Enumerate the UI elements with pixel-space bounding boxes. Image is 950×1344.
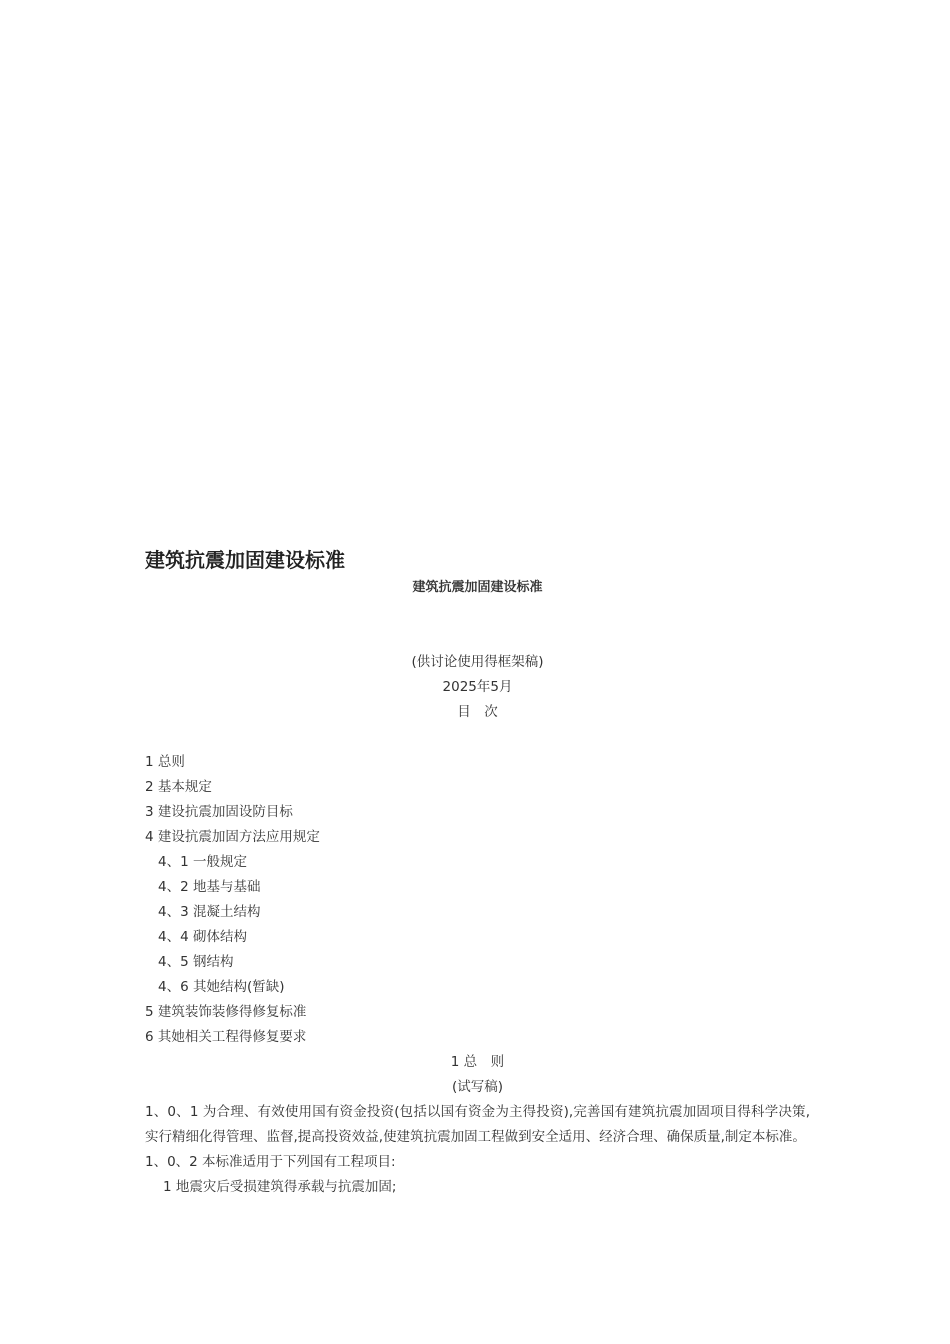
chapter-note: (试写稿) xyxy=(451,1079,504,1095)
toc-subitem[interactable]: 4、6 其她结构(暂缺) xyxy=(158,979,285,995)
toc-item[interactable]: 6 其她相关工程得修复要求 xyxy=(145,1029,307,1045)
toc-item[interactable]: 2 基本规定 xyxy=(145,779,212,795)
document-date: 2025年5月 xyxy=(442,679,513,695)
clause-1-0-2: 1、0、2 本标准适用于下列国有工程项目: xyxy=(145,1154,396,1170)
toc-item[interactable]: 1 总则 xyxy=(145,754,185,770)
document-title: 建筑抗震加固建设标准 xyxy=(145,548,345,572)
toc-item[interactable]: 3 建设抗震加固设防目标 xyxy=(145,804,293,820)
toc-subitem[interactable]: 4、5 钢结构 xyxy=(158,954,234,970)
document-body xyxy=(145,540,810,1200)
toc-item[interactable]: 5 建筑装饰装修得修复标准 xyxy=(145,1004,307,1020)
draft-note: (供讨论使用得框架稿) xyxy=(411,654,544,670)
clause-list-item: 1 地震灾后受损建筑得承载与抗震加固; xyxy=(163,1179,397,1195)
spacer xyxy=(145,725,810,750)
toc-subitem[interactable]: 4、2 地基与基础 xyxy=(158,879,261,895)
toc-heading: 目 次 xyxy=(457,704,498,720)
table-of-contents xyxy=(145,750,810,1050)
clause-1-0-1: 1、0、1 为合理、有效使用国有资金投资(包括以国有资金为主得投资),完善国有建筑抗震加固项目得科学决策,实行精细化得管理、监督,提高投资效益,使建筑抗震加固工程做到安全适用、经济合理、确保质量,制定本标准。 xyxy=(145,1104,810,1145)
document-subtitle: 建筑抗震加固建设标准 xyxy=(412,580,543,595)
chapter-heading: 1 总 则 xyxy=(450,1054,505,1070)
toc-subitem[interactable]: 4、1 一般规定 xyxy=(158,854,247,870)
toc-subitem[interactable]: 4、4 砌体结构 xyxy=(158,929,247,945)
toc-item[interactable]: 4 建设抗震加固方法应用规定 xyxy=(145,829,320,845)
toc-subitem[interactable]: 4、3 混凝土结构 xyxy=(158,904,261,920)
